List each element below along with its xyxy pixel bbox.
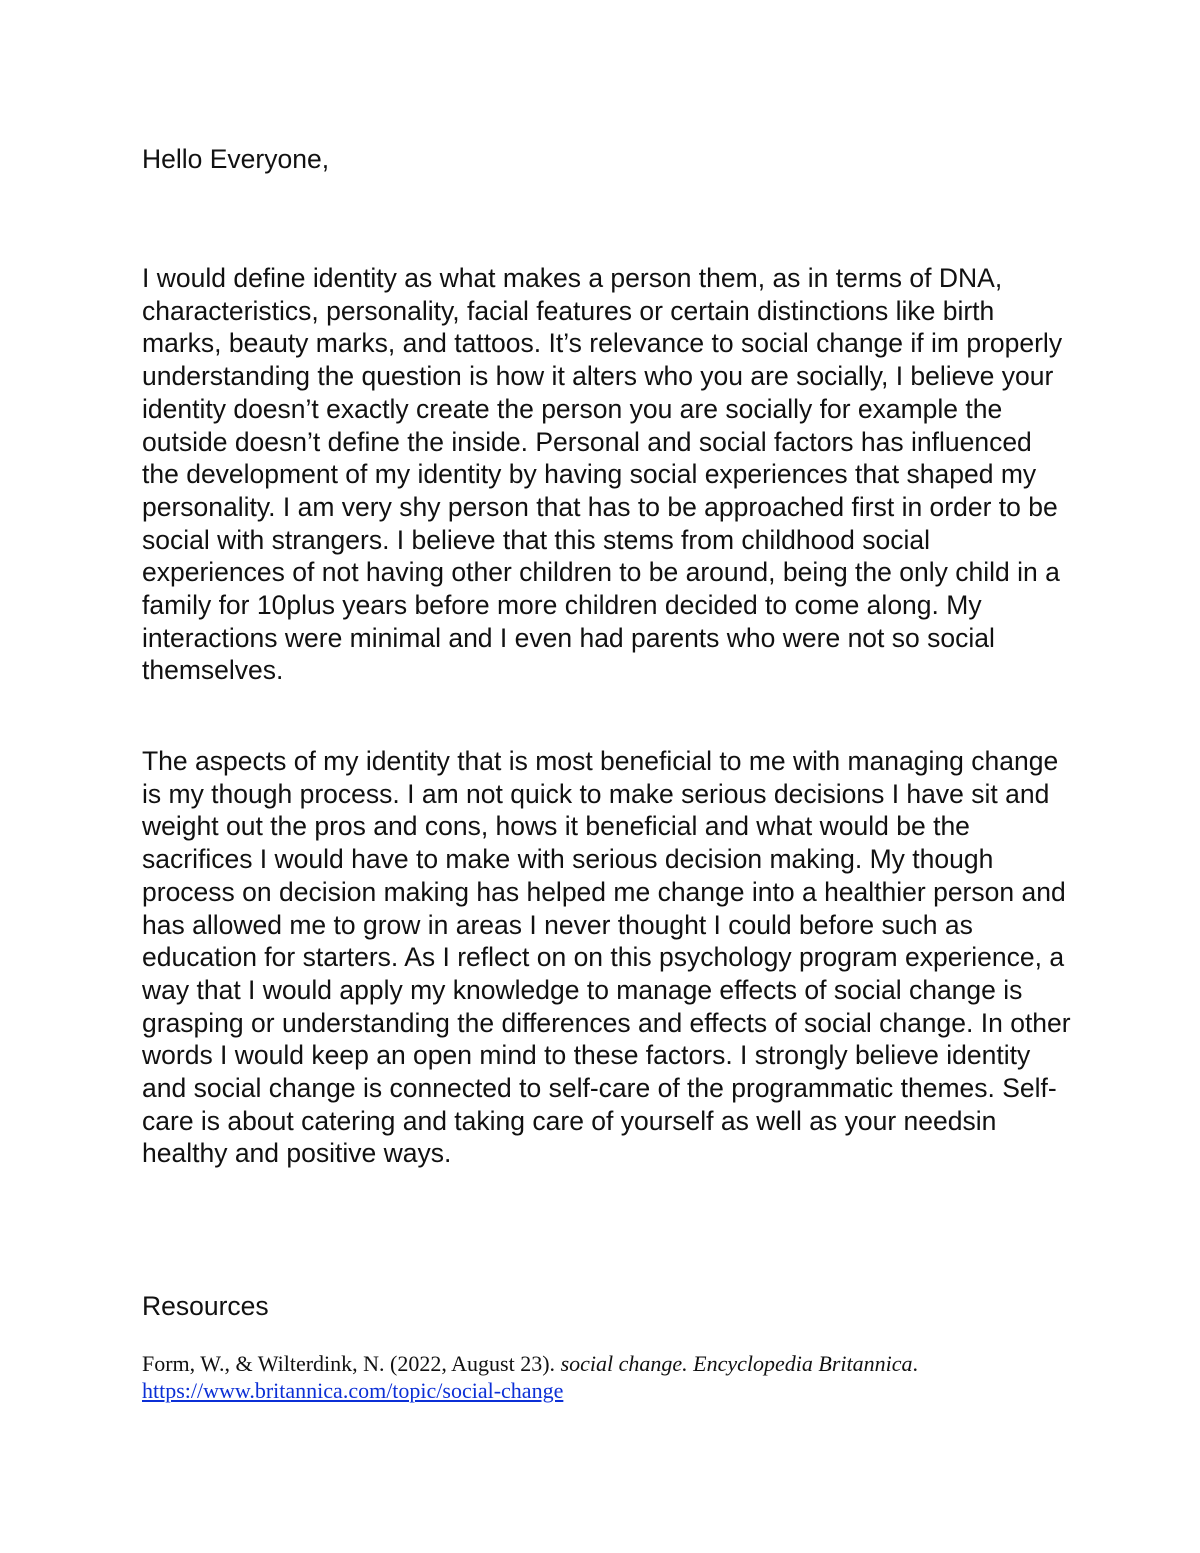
reference-link[interactable]: https://www.britannica.com/topic/social-change bbox=[142, 1378, 564, 1403]
reference-separator: . bbox=[682, 1351, 694, 1376]
body-paragraph-2: The aspects of my identity that is most beneficial to me with managing change is my though process. I am not quick to make serious decisions I have sit and weight out the pros and cons, hows it beneficial and what would be the sacrifices I would have to make with serious decision making. My though process on decision making has helped me change into a healthier person and has allowed me to grow in areas I never thought I could before such as education for starters. As I reflect on on this psychology program experience, a way that I would apply my knowledge to manage effects of social change is grasping or understanding the differences and effects of social change. In other words I would keep an open mind to these factors. I strongly believe identity and social change is connected to self-care of the programmatic themes. Self-care is about catering and taking care of yourself as well as your needsin healthy and positive ways. bbox=[142, 746, 1071, 1169]
reference-entry bbox=[142, 1350, 1102, 1404]
reference-source: Encyclopedia Britannica bbox=[693, 1351, 913, 1376]
resources-heading: Resources bbox=[142, 1291, 269, 1321]
reference-title: social change bbox=[560, 1351, 683, 1376]
reference-authors-date: Form, W., & Wilterdink, N. (2022, August 23). bbox=[142, 1351, 561, 1376]
body-paragraph-1: I would define identity as what makes a person them, as in terms of DNA, characteristics, personality, facial features or certain distinctions like birth marks, beauty marks, and tattoos. It’s relevance to social change if im properly understanding the question is how it alters who you are socially, I believe your identity doesn’t exactly create the person you are socially for example the outside doesn’t define the inside. Personal and social factors has influenced the development of my identity by having social experiences that shaped my personality. I am very shy person that has to be approached first in order to be social with strangers. I believe that this stems from childhood social experiences of not having other children to be around, being the only child in a family for 10plus years before more children decided to come along. My interactions were minimal and I even had parents who were not so social themselves. bbox=[142, 263, 1063, 686]
greeting: Hello Everyone, bbox=[142, 144, 330, 174]
reference-end: . bbox=[912, 1351, 918, 1376]
